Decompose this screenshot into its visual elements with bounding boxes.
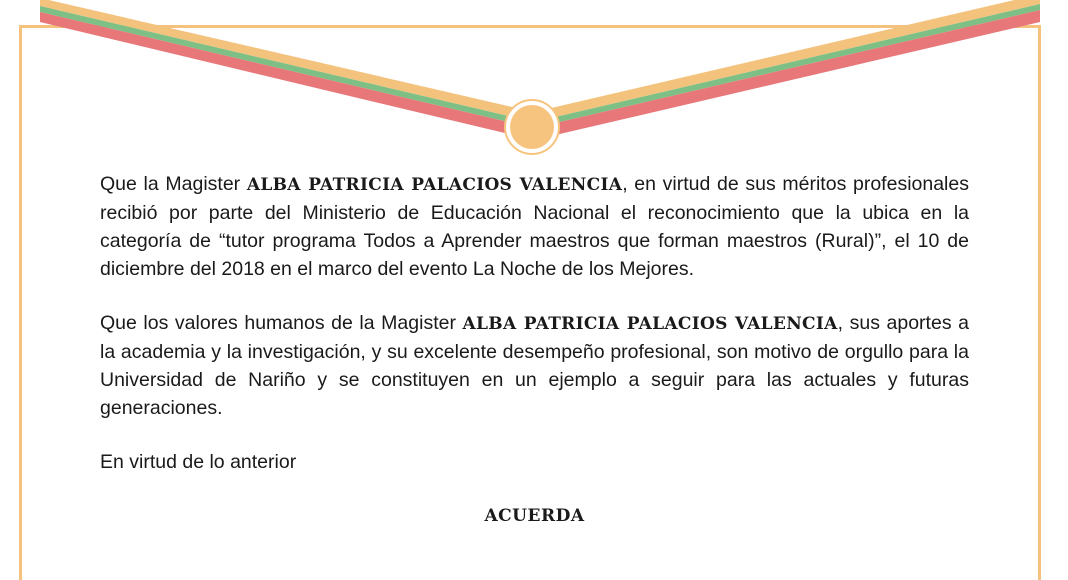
document-body [100,170,969,530]
seal-icon [510,105,554,149]
section-heading: ACUERDA [484,506,585,526]
ribbon-right-green [534,4,1040,128]
paragraph-values-prefix: Que los valores humanos de la Magister [100,312,463,334]
paragraph-values [100,309,969,422]
ribbon-left-red [40,12,534,140]
paragraph-values-suffix: , sus aportes a la academia y la investigación, y su excelente desempeño profesional, son motivo de orgullo para la Universidad de Nariño y se constituyen en un ejemplo a seguir para las actuales y futuras generaciones. [100,312,969,419]
paragraph-intro: En virtud de lo anterior [100,451,297,473]
ribbon-left-green [40,6,534,128]
ribbon-left-gold [40,0,534,122]
ribbon-seal-decoration [0,0,1068,160]
paragraph-merits-prefix: Que la Magister [100,173,247,195]
ribbon-right-gold [534,0,1040,122]
ribbon-right-red [534,10,1040,140]
person-name: ALBA PATRICIA PALACIOS VALENCIA [246,175,623,195]
paragraph-merits-suffix: , en virtud de sus méritos profesionales recibió por parte del Ministerio de Educación Nacional el reconocimiento que la ubica en la categoría de “tutor programa Todos a Aprender maestros que forman maestros (Rural)”, el 10 de diciembre del 2018 en el marco del evento La Noche de los Mejores. [100,173,969,280]
person-name: ALBA PATRICIA PALACIOS VALENCIA [462,314,838,334]
paragraph-merits [100,170,969,283]
